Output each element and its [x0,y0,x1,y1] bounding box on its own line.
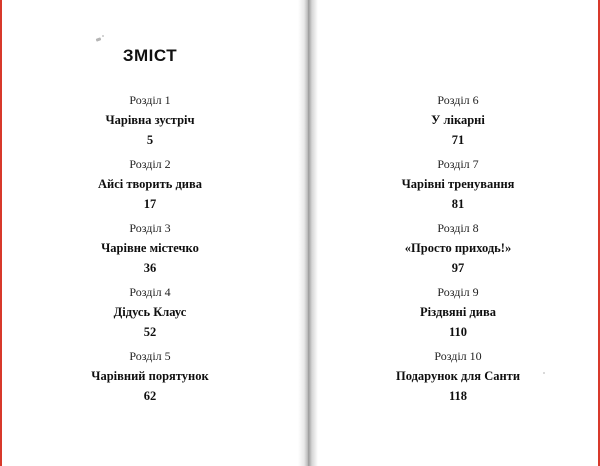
toc-entry [318,154,598,218]
toc-entry [20,90,280,154]
page-number: 17 [143,197,157,211]
chapter-label: Розділ 9 [437,285,479,299]
page-title: ЗМІСТ [122,46,178,65]
chapter-label: Розділ 3 [129,221,171,235]
chapter-title: Чарівне містечко [101,241,199,255]
page-number: 71 [451,133,465,147]
chapter-title: У лікарні [431,113,485,127]
chapter-label: Розділ 7 [437,157,479,171]
page-number: 62 [143,389,157,403]
page-number: 110 [448,325,468,339]
page-number: 97 [451,261,465,275]
toc-entry [20,154,280,218]
chapter-label: Розділ 10 [434,349,482,363]
chapter-title: Айсі творить дива [98,177,202,191]
page-number: 52 [143,325,157,339]
toc-entry [318,90,598,154]
chapter-label: Розділ 5 [129,349,171,363]
page-number: 81 [451,197,465,211]
chapter-label: Розділ 2 [129,157,171,171]
page-number: 5 [146,133,154,147]
chapter-title: Чарівні тренування [401,177,515,191]
chapter-title: Чарівний порятунок [91,369,209,383]
toc-left-column [20,90,280,410]
chapter-title: «Просто приходь!» [404,241,512,255]
toc-entry [318,346,598,410]
toc-entry [20,282,280,346]
chapter-title: Чарівна зустріч [105,113,195,127]
toc-entry [318,218,598,282]
toc-right-column [318,90,598,410]
chapter-label: Розділ 8 [437,221,479,235]
chapter-label: Розділ 4 [129,285,171,299]
toc-entry [20,218,280,282]
chapter-label: Розділ 6 [437,93,479,107]
book-gutter [298,0,318,466]
chapter-label: Розділ 1 [129,93,171,107]
page-number: 36 [143,261,157,275]
chapter-title: Різдвяні дива [420,305,496,319]
paper-speck-small [102,35,104,37]
toc-entry [318,282,598,346]
chapter-title: Дідусь Клаус [113,305,187,319]
page-number: 118 [448,389,468,403]
chapter-title: Подарунок для Санти [395,369,521,383]
toc-entry [20,346,280,410]
